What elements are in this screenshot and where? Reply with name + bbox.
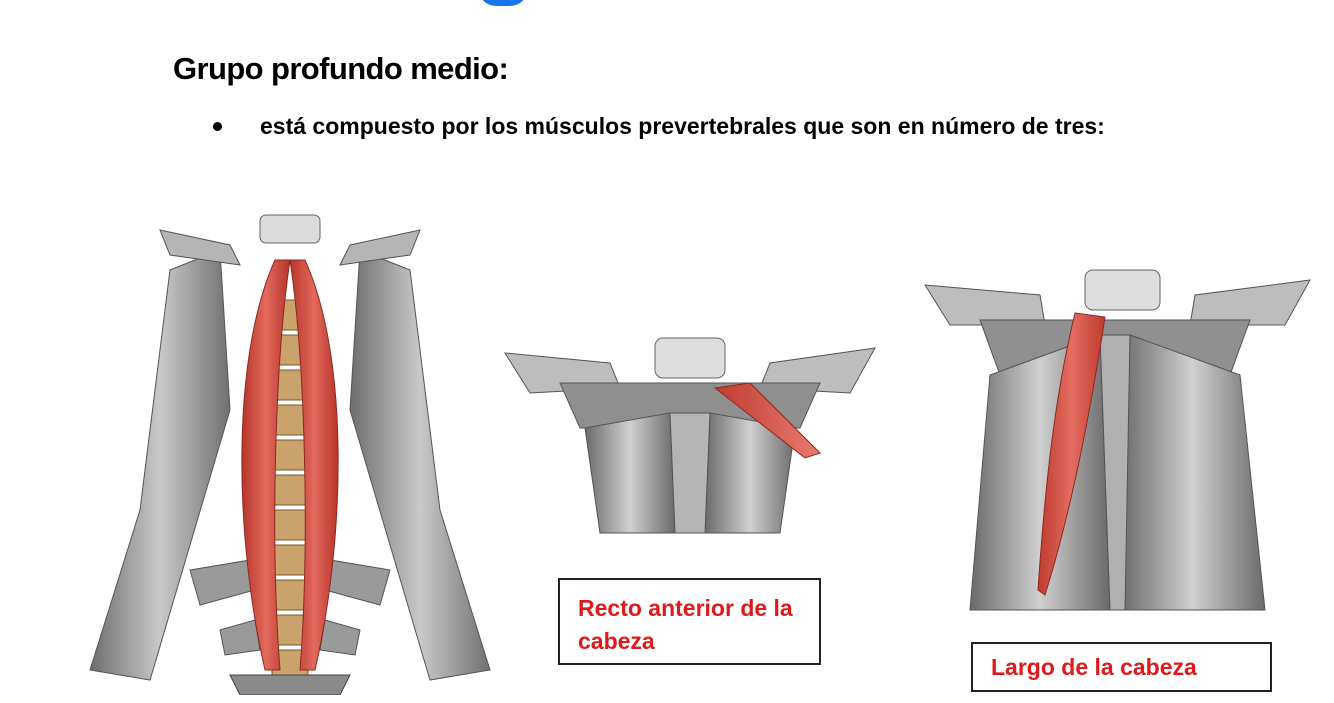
longus-colli-illustration: [80, 210, 500, 695]
longus-capitis-illustration: [920, 265, 1315, 615]
bullet-icon: [213, 122, 222, 131]
label-largo-cabeza: Largo de la cabeza: [971, 642, 1272, 692]
bullet-text: está compuesto por los músculos prevertebrales que son en número de tres:: [260, 113, 1105, 139]
rectus-capitis-anterior-illustration: [500, 333, 880, 538]
label-recto-anterior: Recto anterior de la cabeza: [558, 578, 821, 665]
top-accent-shape: [478, 0, 528, 6]
slide-title: Grupo profundo medio:: [173, 51, 509, 86]
